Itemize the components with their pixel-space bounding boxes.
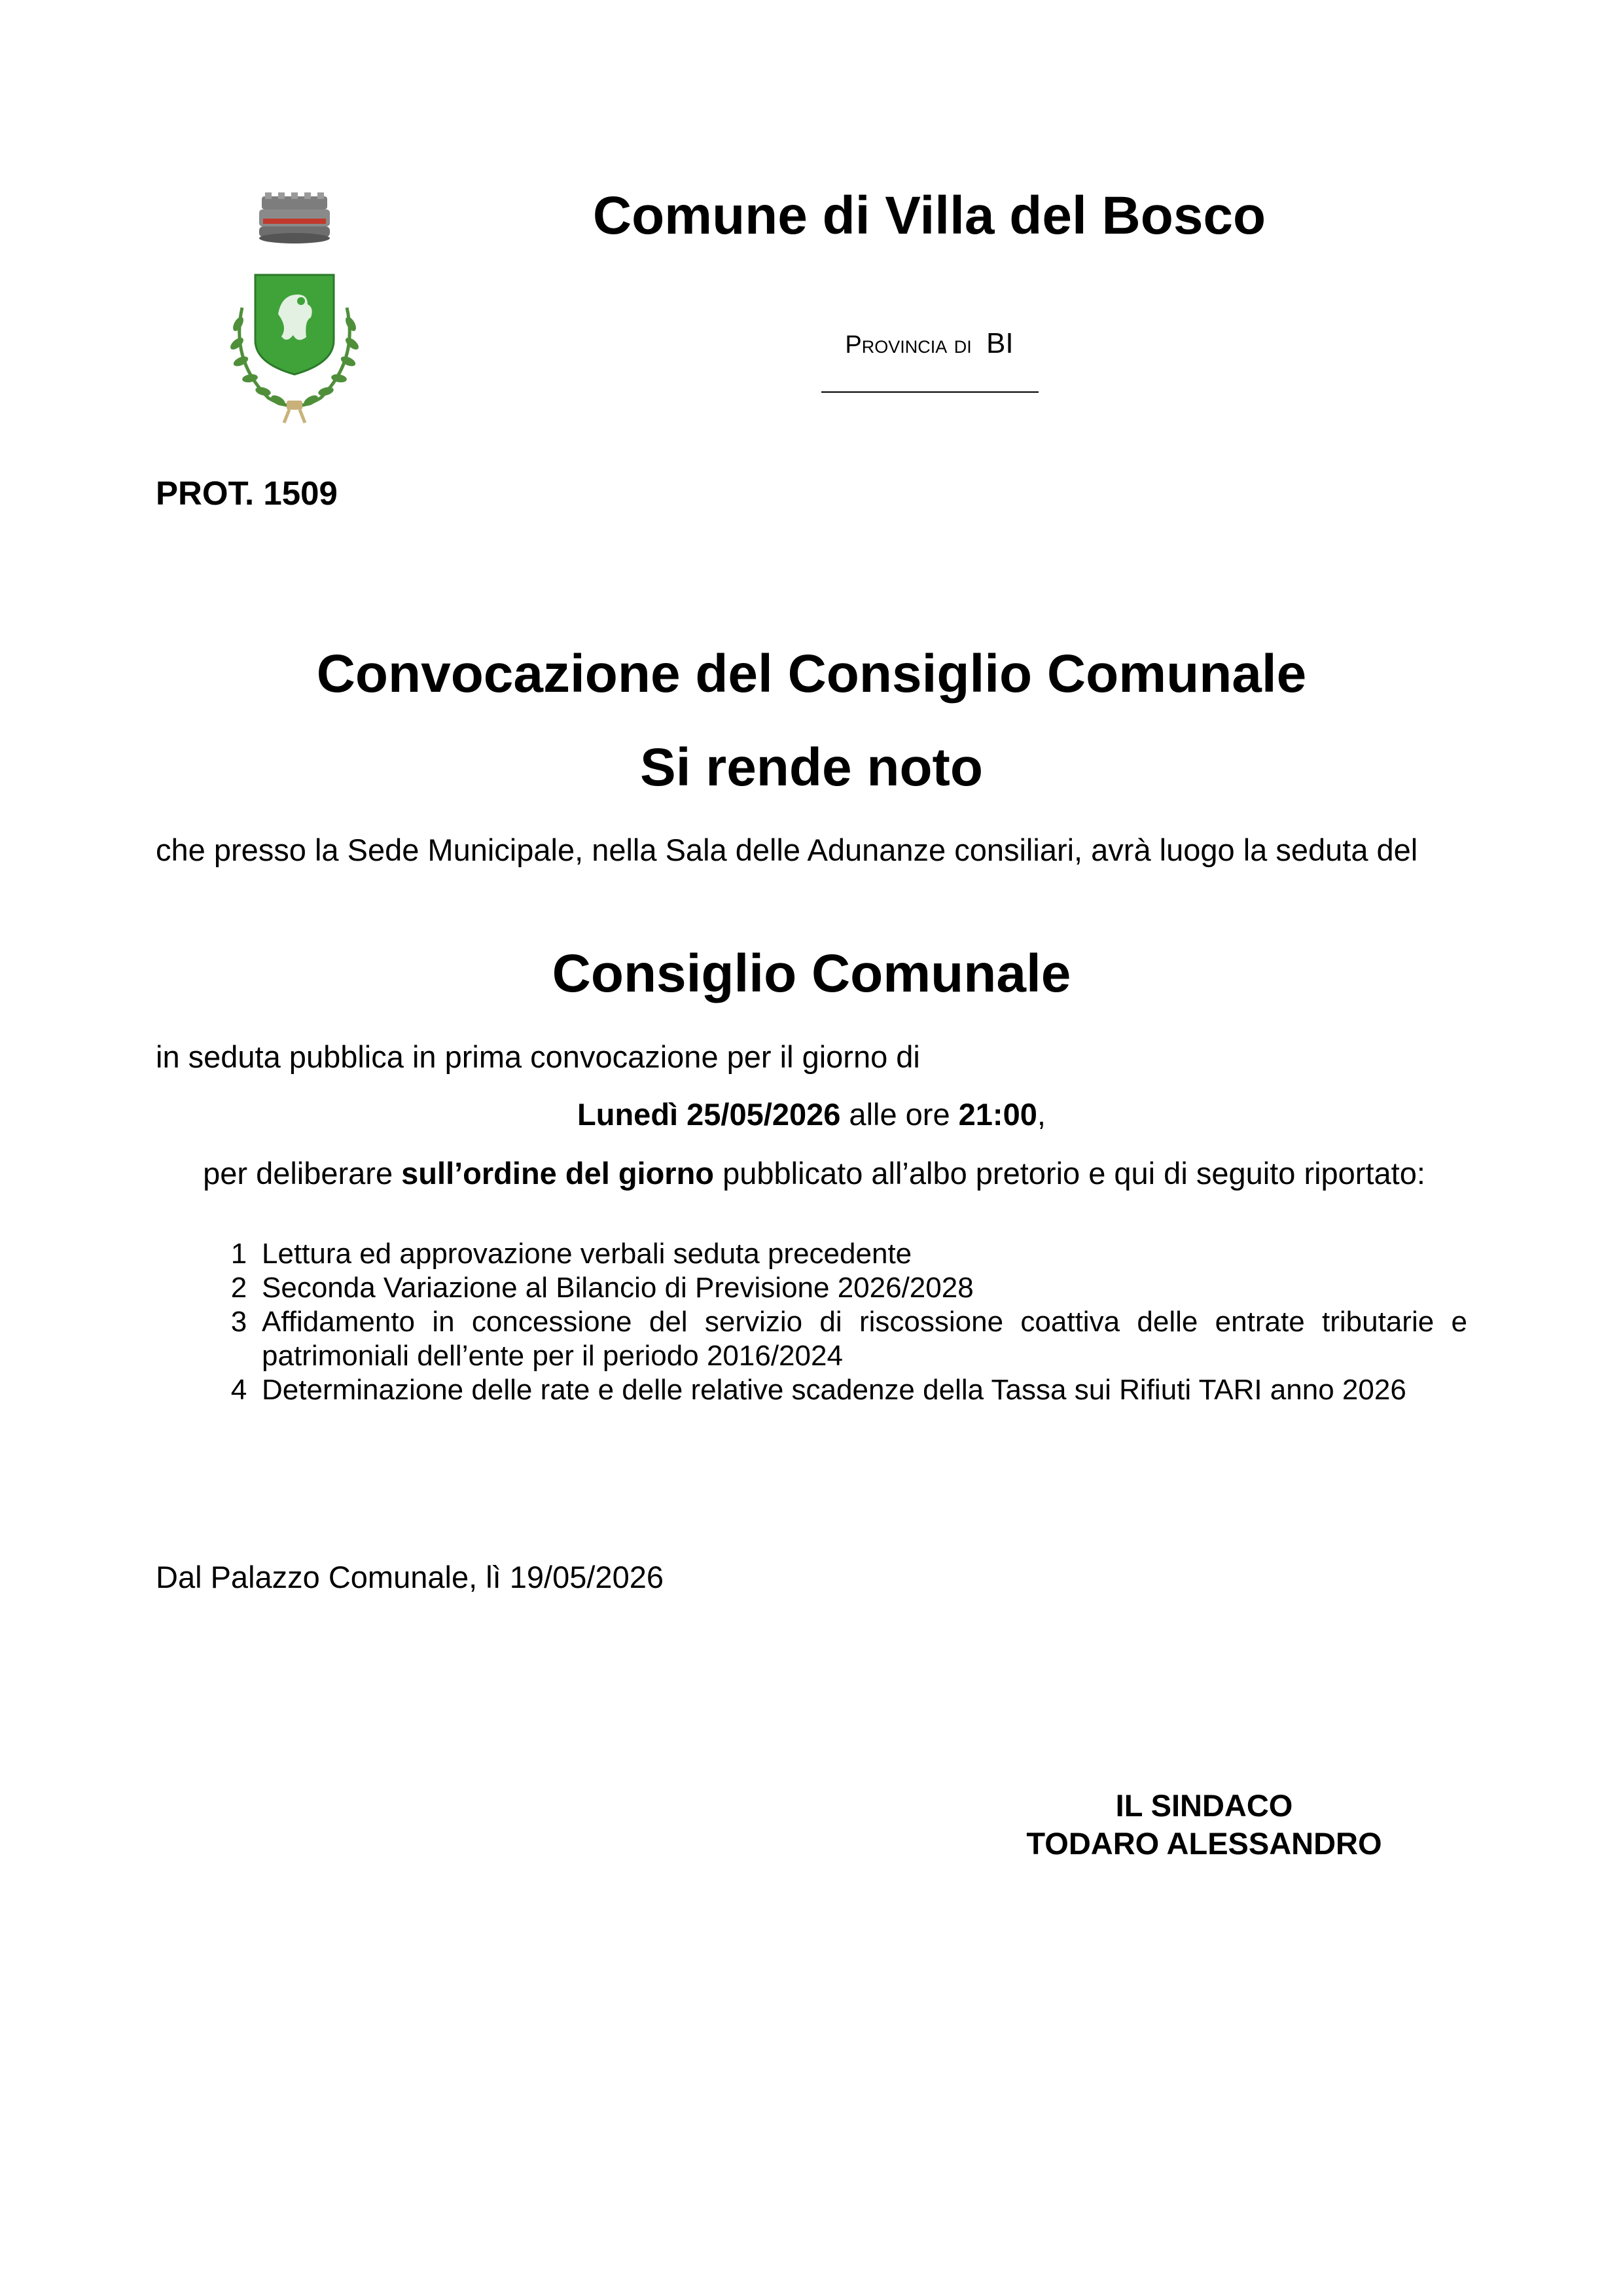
- deliberate-prefix: per deliberare: [203, 1156, 402, 1191]
- province-label: Provincia di: [845, 331, 972, 359]
- deliberate-suffix: pubblicato all’albo pretorio e qui di seguito riportato:: [714, 1156, 1425, 1191]
- agenda-item: [216, 1237, 1467, 1271]
- agenda-item-number: 1: [230, 1238, 247, 1270]
- agenda-item-text: Seconda Variazione al Bilancio di Previsione 2026/2028: [262, 1272, 974, 1304]
- notice-title: Convocazione del Consiglio Comunale: [316, 644, 1307, 704]
- agenda-list: [216, 1237, 1467, 1407]
- crown-icon: [259, 192, 330, 243]
- signer-name: TODARO ALESSANDRO: [1026, 1826, 1382, 1861]
- deliberate-line: [156, 1145, 1472, 1202]
- meeting-time: 21:00: [958, 1097, 1037, 1132]
- agenda-item: [216, 1373, 1467, 1407]
- agenda-item-number: 3: [230, 1306, 247, 1338]
- body-title: Consiglio Comunale: [552, 944, 1071, 1003]
- agenda-item-text: Affidamento in concessione del servizio di riscossione coattiva delle entrate tributarie e patrimoniali dell’ente per il periodo 2016/2024: [262, 1306, 1467, 1372]
- meeting-date-line: [0, 1086, 1623, 1143]
- session-line: in seduta pubblica in prima convocazione per il giorno di: [156, 1039, 920, 1074]
- intro-paragraph: che presso la Sede Municipale, nella Sala delle Adunanze consiliari, avrà luogo la seduta del: [156, 833, 1418, 867]
- province-line: [720, 324, 1139, 365]
- agenda-item-number: 4: [230, 1374, 247, 1406]
- province-underline: [821, 391, 1039, 393]
- agenda-item-text: Determinazione delle rate e delle relative scadenze della Tassa sui Rifiuti TARI anno 2026: [262, 1374, 1406, 1406]
- agenda-item-number: 2: [230, 1272, 247, 1304]
- agenda-item-text: Lettura ed approvazione verbali seduta precedente: [262, 1238, 912, 1270]
- place-and-date: Dal Palazzo Comunale, lì 19/05/2026: [156, 1560, 664, 1594]
- agenda-item: [216, 1271, 1467, 1305]
- notice-subtitle: Si rende noto: [640, 738, 983, 797]
- province-code: BI: [986, 327, 1014, 359]
- coat-of-arms: [216, 190, 373, 439]
- shield-icon: [255, 275, 334, 374]
- deliberate-bold: sull’ordine del giorno: [401, 1156, 715, 1191]
- meeting-date: Lunedì 25/05/2026: [577, 1097, 841, 1132]
- meeting-time-prefix: alle ore: [840, 1097, 959, 1132]
- meeting-time-suffix: ,: [1037, 1097, 1046, 1132]
- protocol-number: PROT. 1509: [156, 475, 338, 512]
- municipal-coat-of-arms-icon: [216, 190, 373, 439]
- agenda-item: [216, 1305, 1467, 1373]
- ribbon-icon: [284, 401, 305, 423]
- signer-role: IL SINDACO: [1115, 1788, 1293, 1823]
- municipality-name: Comune di Villa del Bosco: [592, 186, 1266, 245]
- signature-block: [929, 1787, 1479, 1863]
